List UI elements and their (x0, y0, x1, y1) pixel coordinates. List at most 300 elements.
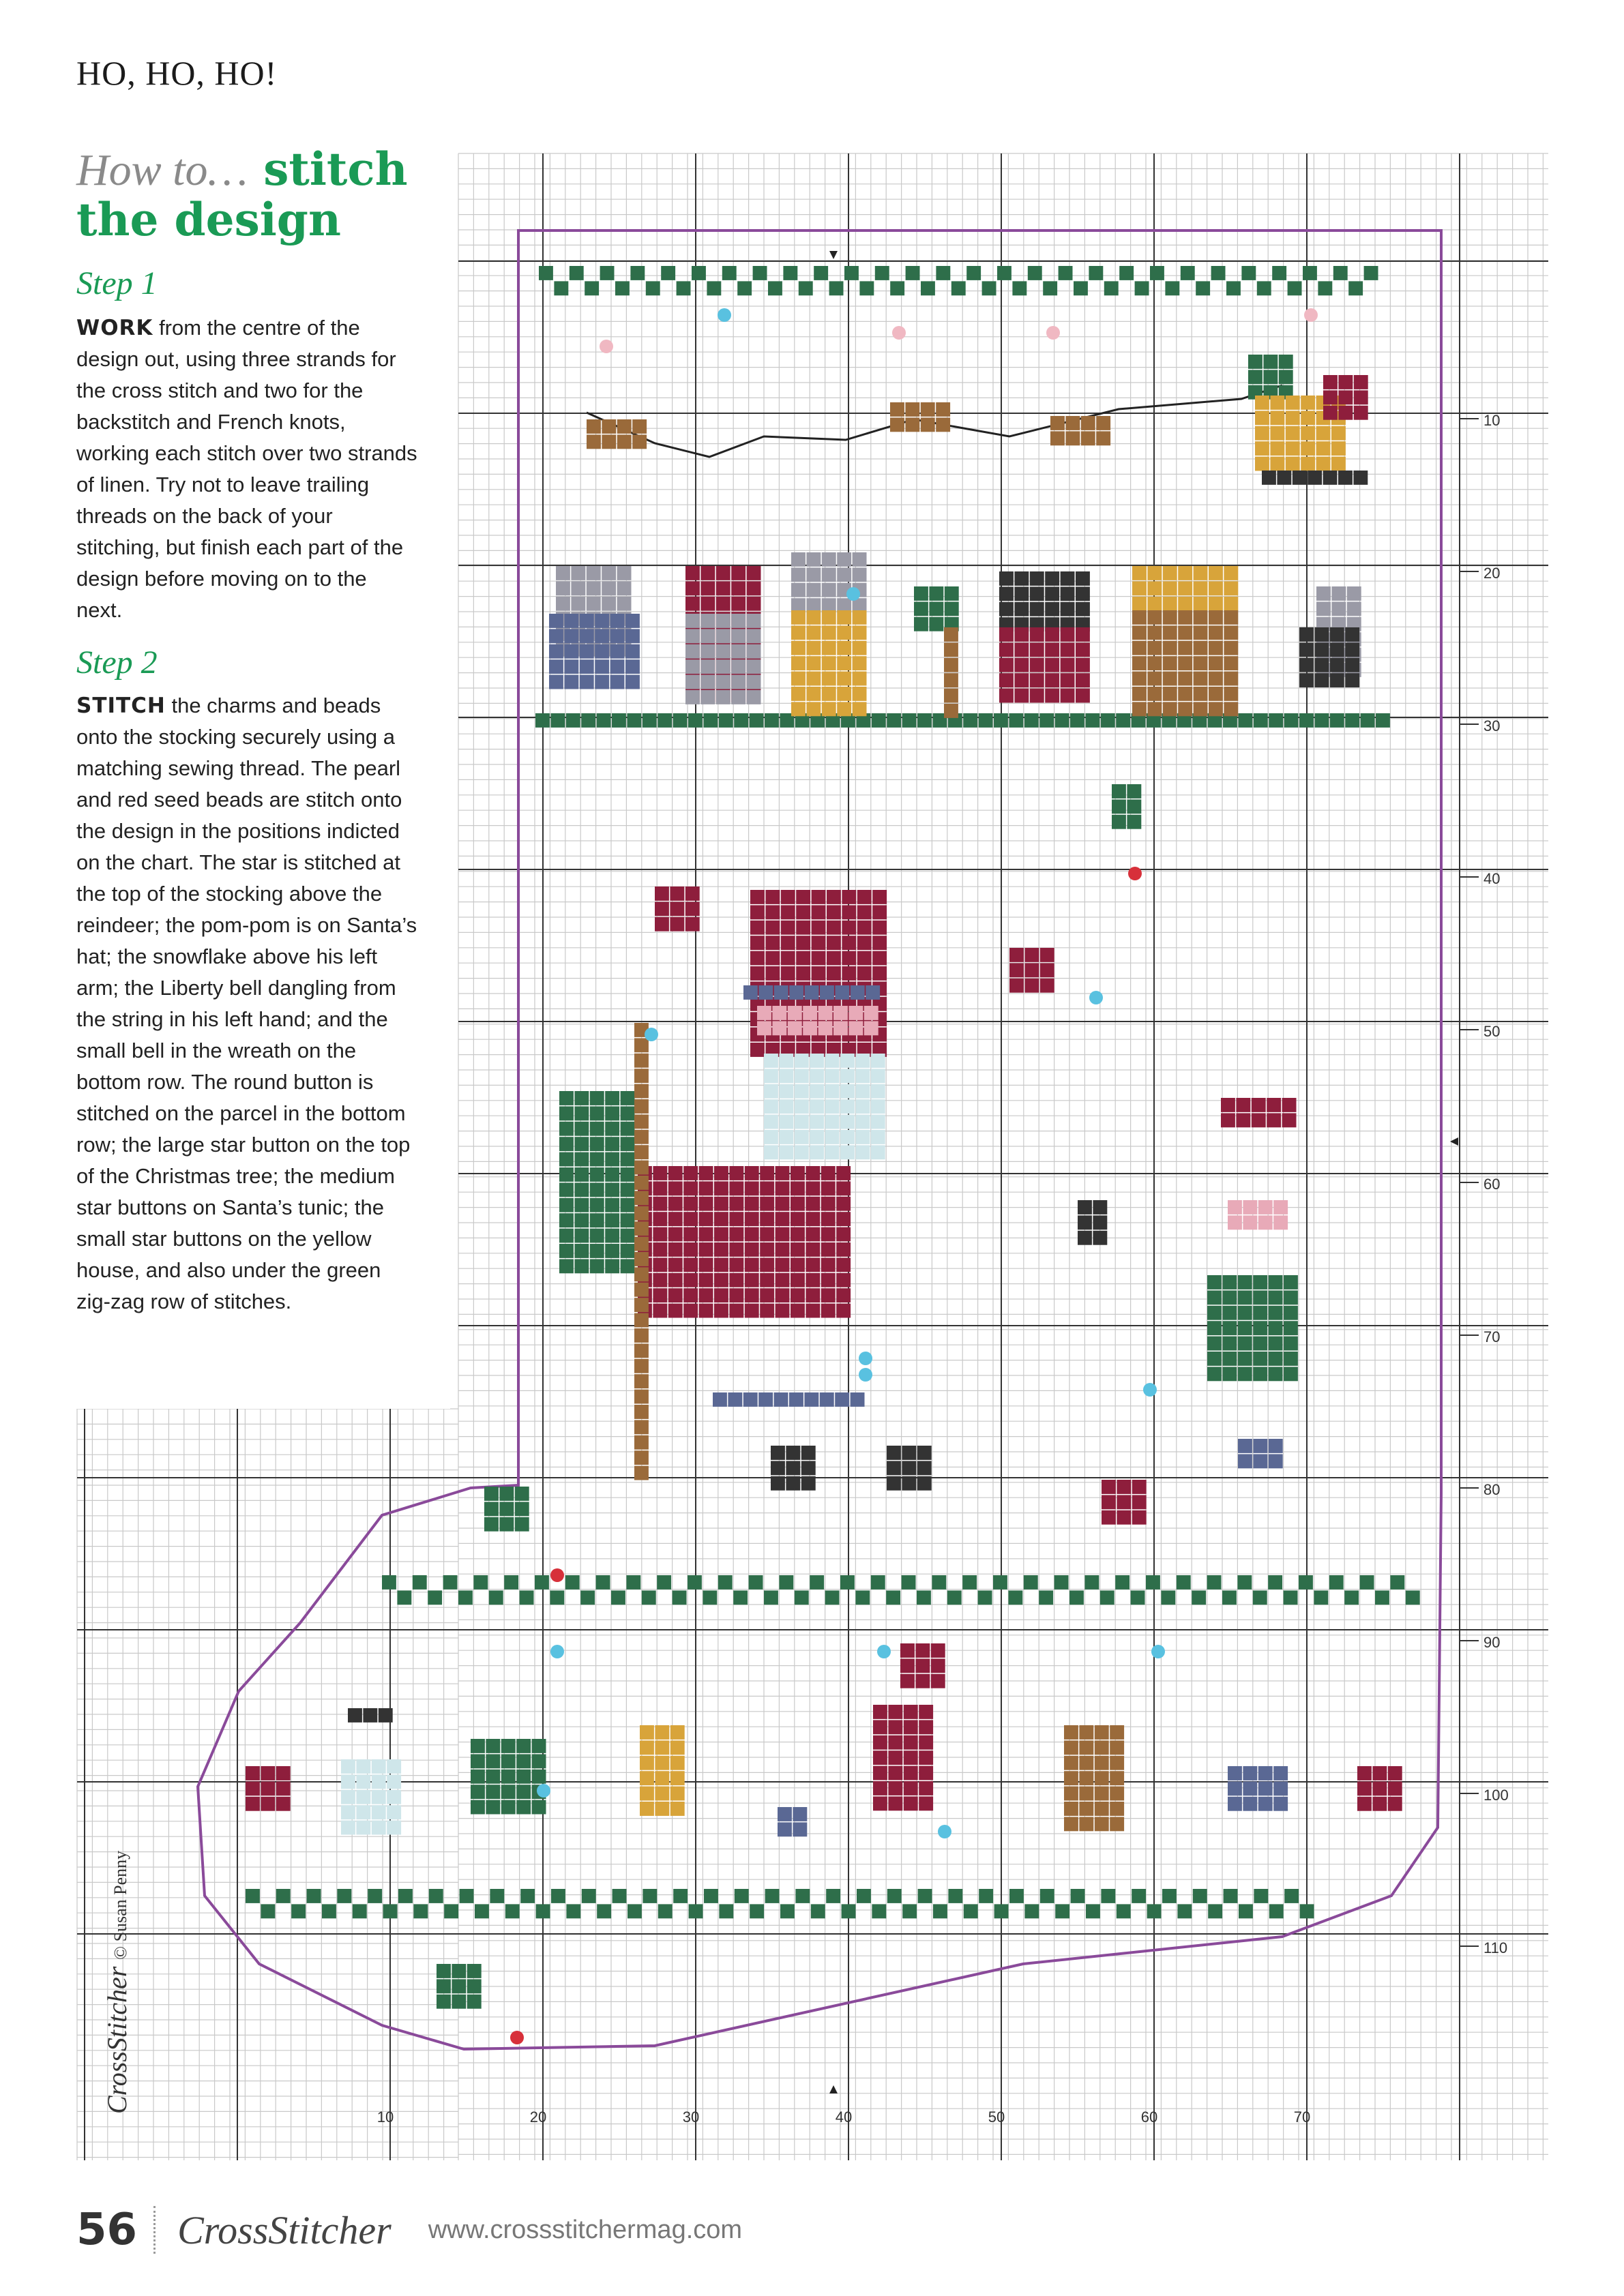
stitch (842, 1904, 856, 1918)
stitch (999, 602, 1014, 616)
stitch (670, 1725, 685, 1740)
stitch (1178, 625, 1192, 640)
stitch (580, 659, 594, 674)
stitch (1112, 815, 1126, 829)
stitch (1316, 586, 1331, 601)
stitch (857, 905, 872, 919)
stitch (387, 1821, 401, 1835)
stitch (685, 566, 700, 580)
stitch (630, 266, 645, 280)
stitch (505, 1904, 520, 1918)
stitch (791, 1212, 805, 1226)
stitch (1222, 1337, 1237, 1351)
stitch (1330, 658, 1344, 672)
stitch (731, 614, 745, 628)
stitch (1357, 1781, 1372, 1795)
stitch (621, 1182, 635, 1197)
stitch (444, 1904, 458, 1918)
stitch (1194, 656, 1208, 670)
stitch (1030, 586, 1044, 601)
stitch (820, 1392, 834, 1407)
stitch (729, 1257, 743, 1272)
stitch (1163, 656, 1177, 670)
footer-url[interactable]: www.crossstitchermag.com (428, 2215, 743, 2244)
stitch (246, 1797, 260, 1811)
stitch (699, 1273, 713, 1287)
stitch (602, 581, 616, 595)
stitch (640, 1771, 654, 1785)
stitch (821, 1273, 836, 1287)
row-number-20: 20 (1483, 565, 1501, 582)
stitch (837, 641, 851, 655)
stitch (1207, 1321, 1222, 1335)
stitch (471, 1739, 485, 1753)
stitch (668, 1166, 683, 1180)
stitch (1030, 642, 1044, 657)
stitch (1095, 1740, 1109, 1755)
stitch (1267, 1098, 1281, 1112)
stitch (806, 1166, 820, 1180)
stitch (626, 1575, 640, 1590)
stitch (291, 1904, 306, 1918)
stitch (1194, 702, 1208, 716)
stitch (791, 1273, 805, 1287)
stitch (781, 905, 795, 919)
stitch (1102, 1495, 1116, 1509)
stitch (1255, 411, 1269, 425)
stitch (779, 1115, 793, 1129)
chart-credit (101, 1851, 133, 2114)
snowman (341, 1759, 401, 1835)
stitch (634, 1405, 649, 1419)
stitch (1354, 375, 1368, 389)
stitch (1314, 673, 1329, 687)
stitch (1132, 702, 1147, 716)
stitch (1117, 1495, 1131, 1509)
stitch (1147, 687, 1162, 701)
stitch (1372, 1781, 1387, 1795)
stitch (765, 1889, 780, 1903)
stitch (803, 1021, 817, 1035)
stitch (1012, 281, 1027, 295)
stitch (1253, 1352, 1267, 1366)
stitch (806, 641, 821, 655)
stitch (778, 1822, 792, 1836)
stitch (1132, 1510, 1147, 1525)
stitch (1045, 602, 1059, 616)
stitch (810, 1054, 824, 1068)
stitch (1269, 1439, 1283, 1453)
stitch (634, 1343, 649, 1358)
stitch (443, 1575, 458, 1590)
stitch (688, 1575, 702, 1590)
stitch (1147, 672, 1162, 686)
stitch (1078, 1215, 1092, 1229)
stitch (837, 672, 851, 686)
stitch (933, 1904, 947, 1918)
stitch (747, 675, 761, 689)
stitch (848, 1021, 863, 1035)
stitch (605, 1244, 619, 1258)
stitch (276, 1781, 291, 1795)
stitch (857, 966, 872, 981)
stitch (625, 644, 640, 659)
stitch (1131, 1590, 1145, 1605)
stitch (1050, 416, 1065, 430)
stitch (605, 1137, 619, 1151)
stitch (729, 1227, 743, 1242)
stitch (904, 1766, 918, 1780)
stitch (806, 1257, 820, 1272)
stitch (1388, 1766, 1402, 1780)
stitch (806, 1242, 820, 1257)
stitch (1323, 390, 1338, 404)
stitch (890, 402, 904, 417)
stitch (1238, 1352, 1252, 1366)
stitch (600, 266, 615, 280)
stitch (632, 419, 647, 434)
santa-hat-brim (743, 985, 880, 1000)
stitch (673, 713, 688, 728)
stitch (1273, 1797, 1288, 1811)
stitch (806, 656, 821, 670)
stitch (1101, 713, 1115, 728)
stitch (1093, 1231, 1107, 1245)
stitch (1081, 416, 1095, 430)
stitch (261, 1904, 275, 1918)
stitch (341, 1774, 355, 1789)
stitch (1078, 1200, 1092, 1214)
stitch (590, 1091, 604, 1105)
stitch (1255, 441, 1269, 456)
stitch (812, 890, 826, 904)
stitch (1096, 416, 1110, 430)
stitch (1163, 702, 1177, 716)
stitch (853, 567, 867, 582)
stitch (532, 1739, 546, 1753)
stitch (685, 659, 700, 674)
stitch (821, 1288, 836, 1302)
stitch (1117, 1904, 1131, 1918)
stitch (1071, 1889, 1085, 1903)
stitch (574, 1137, 589, 1151)
stitch (900, 1674, 915, 1688)
stitch (501, 1770, 516, 1784)
stitch (835, 1392, 849, 1407)
stitch (1270, 411, 1284, 425)
stitch (855, 1054, 870, 1068)
stitch (848, 1006, 863, 1020)
column-number-70: 70 (1293, 2108, 1311, 2126)
stitch (902, 1575, 916, 1590)
stitch (1303, 266, 1317, 280)
stitch (944, 673, 958, 687)
stitch (871, 1115, 885, 1129)
stitch (356, 1805, 370, 1819)
bead-19 (510, 2031, 524, 2044)
stitch (764, 1115, 778, 1129)
stitch (1192, 1590, 1206, 1605)
stitch (811, 1904, 825, 1918)
stitch (779, 1575, 793, 1590)
stitch (692, 266, 706, 280)
stitch (716, 629, 730, 643)
stitch (559, 1198, 574, 1212)
stitch (944, 689, 958, 703)
stitch (595, 675, 609, 689)
stitch (1065, 431, 1080, 445)
stitch (1147, 641, 1162, 655)
stitch (747, 690, 761, 704)
stitch (917, 1590, 931, 1605)
stitch (640, 1740, 654, 1755)
stitch (1014, 571, 1029, 586)
stitch (1228, 1215, 1242, 1229)
stitch (1238, 713, 1252, 728)
stitch (719, 1904, 733, 1918)
column-number-10: 10 (377, 2108, 394, 2126)
stitch (840, 1130, 855, 1144)
stitch (917, 1476, 932, 1491)
stitch (919, 1796, 933, 1810)
stitch (1102, 1480, 1116, 1494)
stitch (1228, 1797, 1242, 1811)
stitch (1045, 586, 1059, 601)
row-number-80: 80 (1483, 1481, 1501, 1498)
stitch (917, 1461, 932, 1475)
stitch (760, 1166, 774, 1180)
stitch (489, 1590, 503, 1605)
stitch (1045, 673, 1059, 687)
stitch (890, 281, 904, 295)
stitch (714, 1288, 728, 1302)
stitch (914, 617, 928, 631)
stitch (931, 1643, 945, 1658)
stitch (1209, 610, 1223, 625)
stitch (745, 1166, 759, 1180)
stitch (837, 552, 851, 567)
stitch (944, 627, 958, 642)
stitch (864, 1021, 879, 1035)
stitch (781, 951, 795, 966)
stitch (1224, 597, 1238, 611)
stitch (776, 1227, 790, 1242)
stitch (1243, 1200, 1257, 1214)
stitch (1375, 1590, 1389, 1605)
stitch (855, 1084, 870, 1099)
stitch (1024, 1904, 1039, 1918)
stitch (840, 1575, 855, 1590)
stitch (760, 1242, 774, 1257)
stitch (864, 1006, 879, 1020)
stitch (936, 417, 950, 432)
christmas-tree (559, 1091, 635, 1273)
stitch (634, 1176, 649, 1190)
stitch (900, 1658, 915, 1673)
stitch (795, 1590, 809, 1605)
stitch (750, 1904, 764, 1918)
stitch (621, 1244, 635, 1258)
stitch (765, 951, 780, 966)
stitch (888, 1796, 902, 1810)
stitch (801, 1476, 816, 1491)
stitch (758, 985, 773, 1000)
stitch (372, 1805, 386, 1819)
stitch (1284, 1337, 1298, 1351)
stitch (1050, 431, 1065, 445)
stitch (780, 1904, 795, 1918)
stitch (1329, 1575, 1344, 1590)
stitch (1270, 426, 1284, 441)
stitch (668, 1288, 683, 1302)
stitch (821, 1257, 836, 1272)
row-number-70: 70 (1483, 1328, 1501, 1345)
stitch (653, 1227, 667, 1242)
stitch (1161, 1590, 1175, 1605)
stitch (596, 1575, 610, 1590)
stitch (915, 1658, 930, 1673)
stitch (1345, 658, 1359, 672)
stitch (467, 1995, 482, 2009)
bead-8 (1089, 991, 1103, 1004)
stitch (1132, 597, 1147, 611)
boy-legs (1238, 1439, 1283, 1468)
stitch (921, 402, 935, 417)
stitch (887, 1446, 901, 1460)
stitch (791, 702, 806, 716)
parcel-on-sleigh (1248, 355, 1293, 400)
stitch (944, 642, 958, 657)
stitch (1061, 571, 1075, 586)
stitch (1070, 713, 1084, 728)
stitch (634, 1374, 649, 1388)
stitch (810, 1115, 824, 1129)
stitch (699, 1257, 713, 1272)
stitch (906, 266, 920, 280)
stitch (1338, 390, 1353, 404)
stitch (484, 1517, 499, 1532)
stitch (872, 905, 887, 919)
tree-small (914, 586, 959, 631)
stitch (673, 1889, 688, 1903)
stitch (1110, 1756, 1124, 1770)
stitch (1178, 687, 1192, 701)
stitch (793, 1822, 807, 1836)
heart-6 (900, 1643, 945, 1688)
stitch (387, 1790, 401, 1804)
stitch (574, 1091, 589, 1105)
stitch (549, 675, 563, 689)
stitch (587, 581, 601, 595)
stitch (655, 1756, 669, 1770)
stitch (929, 586, 943, 601)
stitch (1236, 1098, 1250, 1112)
house-5 (999, 627, 1090, 703)
stitch (700, 690, 715, 704)
stitch (1039, 713, 1054, 728)
stitch (1388, 1781, 1402, 1795)
stitch (1253, 1321, 1267, 1335)
stitch (1345, 642, 1359, 657)
stitch (1331, 457, 1346, 471)
stitch (871, 1099, 885, 1114)
stitch (758, 1392, 773, 1407)
stitch (844, 266, 859, 280)
stitch (750, 1043, 765, 1057)
stitch (621, 1167, 635, 1182)
stitch (731, 675, 745, 689)
step-1-title: Step 1 (76, 265, 158, 301)
stitch (653, 1212, 667, 1226)
stitch (1086, 1904, 1100, 1918)
stitch (1253, 1454, 1267, 1468)
stitch (1255, 426, 1269, 441)
stitch (1224, 702, 1238, 716)
stitch (1147, 625, 1162, 640)
stitch (1258, 1797, 1273, 1811)
stitch (1345, 673, 1359, 687)
stitch (685, 917, 700, 931)
stitch (772, 1006, 786, 1020)
stitch (1284, 1352, 1298, 1366)
stitch (499, 1502, 514, 1516)
stitch (757, 1021, 771, 1035)
stitch (1284, 1321, 1298, 1335)
house-6 (1132, 610, 1238, 716)
stitch (888, 1735, 902, 1750)
stitch (822, 567, 836, 582)
stitch (1299, 658, 1314, 672)
stitch (1284, 1590, 1298, 1605)
stitch (612, 1889, 627, 1903)
stitch (590, 1213, 604, 1227)
stitch (668, 1212, 683, 1226)
stitch (559, 1137, 574, 1151)
stitch (753, 266, 767, 280)
stitch (745, 1227, 759, 1242)
stitch (747, 597, 761, 611)
stitch (574, 1259, 589, 1273)
stitch (605, 1213, 619, 1227)
stitch (1268, 1575, 1282, 1590)
stitch (1388, 1797, 1402, 1811)
stitch (1104, 281, 1119, 295)
stitch (1102, 1510, 1116, 1525)
stitch (473, 1575, 488, 1590)
stitch (873, 1750, 887, 1765)
stitch (429, 1889, 443, 1903)
sleigh-back (1323, 375, 1368, 420)
stitch (688, 713, 703, 728)
stitch (379, 1708, 393, 1723)
stitch (917, 1446, 932, 1460)
stitch (1286, 426, 1300, 441)
stitch (776, 1242, 790, 1257)
stitch (936, 402, 950, 417)
stitch (595, 614, 609, 628)
stitch (944, 658, 958, 672)
stitch (1095, 1787, 1109, 1801)
stitch (822, 610, 836, 625)
stitch (778, 1807, 792, 1821)
stitch (729, 1212, 743, 1226)
stitch (559, 1213, 574, 1227)
row-number-50: 50 (1483, 1023, 1501, 1040)
stitch (683, 1181, 698, 1195)
stitch (683, 1288, 698, 1302)
stitch (1323, 471, 1338, 485)
stitch (1024, 948, 1039, 962)
